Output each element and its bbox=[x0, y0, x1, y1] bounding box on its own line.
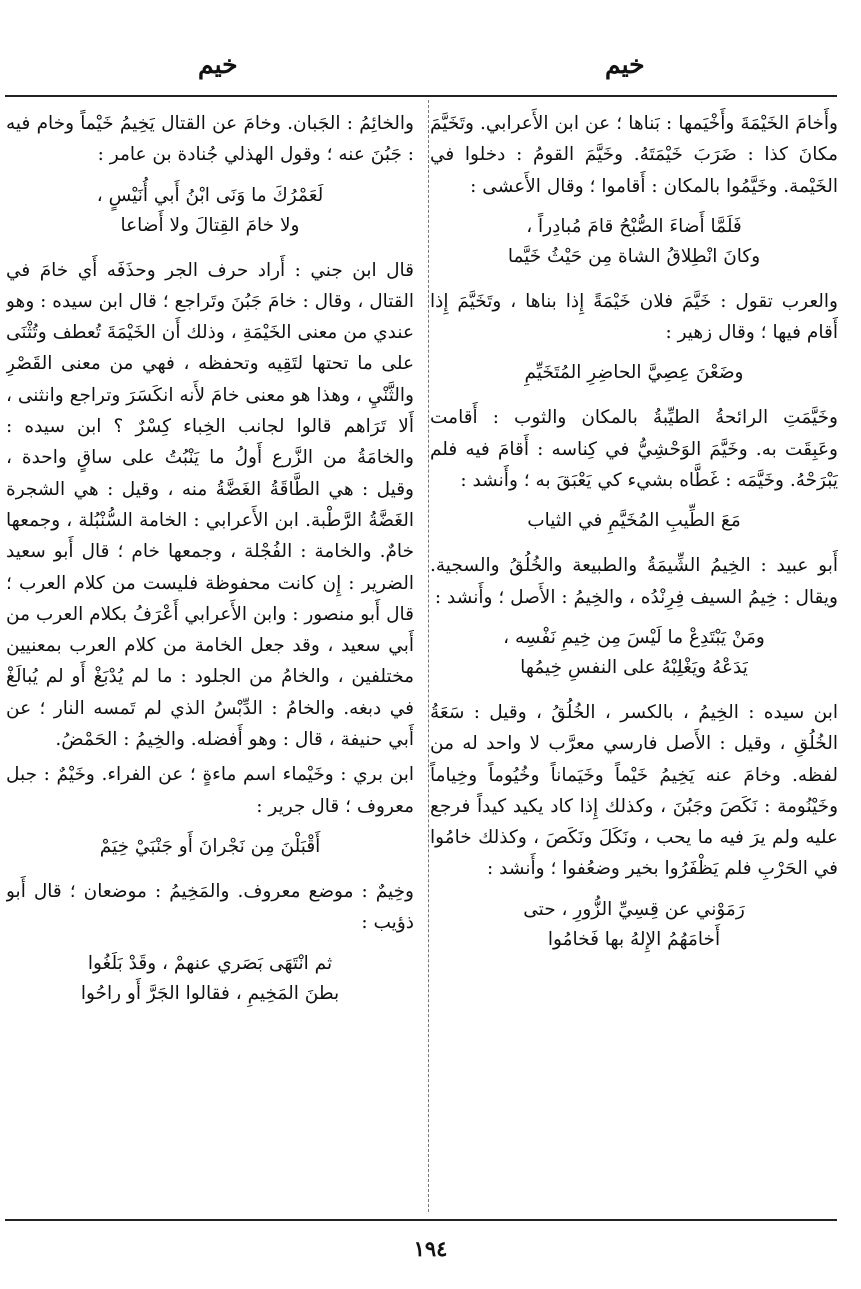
verse bbox=[430, 506, 838, 536]
left-column bbox=[6, 108, 414, 1208]
verse-line: ثم انْتَهَى بَصَري عنهمْ ، وقَدْ بَلَغُوا bbox=[87, 952, 333, 974]
entry-paragraph: وخَيَّمَتِ الرائحةُ الطيِّبةُ بالمكان والثوب : أَقامت وعَبِقَت به. وخَيَّمَ الوَحْشِيُّ في كِناسه : أَقامَ فيه فلم يَبْرَحْهُ. وخَيَّمَه : غَطَّاه بشيء كي يَعْبَقَ به ؛ وأَنشد : bbox=[430, 407, 838, 492]
verse-line: يَدَعْهُ ويَغْلِبْهُ على النفسِ خِيمُها bbox=[520, 656, 748, 678]
verse bbox=[430, 623, 838, 683]
verse-line: أَخامَهُمُ الإِلهُ بها فَخامُوا bbox=[547, 928, 721, 950]
entry-paragraph: والخائِمُ : الجَبان. وخامَ عن القتال يَخِيمُ خَيْماً وخام فيه : جَبُنَ عنه ؛ وقول الهذلي جُنادة بن عامر : bbox=[6, 113, 414, 166]
verse bbox=[430, 358, 838, 388]
entry-paragraph: قال ابن جني : أَراد حرف الجر وحذَفَه أَي خامَ في القتال ، وقال : خامَ جَبُنَ وتَراجع ؛ قال ابن سيده : وهو عندي من معنى الخَيْمَةِ ، وذلك أَن الخَيْمَةَ تُعطف وتُثْنَى على ما تحتها لتَقِيه وتحفظه ، فهي من معنى القَصْرِ والثَّنْيِ ، وهذا هو معنى خامَ لأَنه انكَسَرَ وتراجع وانثنى ، أَلا تَرَاهم قالوا لجانب الخِباء كِسْرٌ ؟ ابن سيده : والخامَةُ من الزَّرع أَولُ ما يَنْبُتُ على ساقٍ واحدة ، وقيل : هي الطَّاقَةُ الغَضَّةُ منه ، وقيل : هي الشجرة الغَضَّةُ الرَّطْبة. ابن الأَعرابي : الخامة السُّنْبُلة ، وجمعها خامٌ. والخامة : الفُجْلة ، وجمعها خام ؛ قال أَبو سعيد الضرير : إِن كانت محفوظة فليست من كلام العرب ؛ قال أَبو منصور : وابن الأَعرابي أَعْرَفُ بكلام العرب من أَبي سعيد ، وقد جعل الخامة من كلام العرب بمعنيين مختلفين ، والخامُ من الجلود : ما لم يُدْبَغْ أَو لم يُبالَغْ في دبغه. والخامُ : الدِّبْسُ الذي لم تَمسه النار ؛ عن أَبي حنيفة ، قال : وهو أَفضله. والخِيمُ : الحَمْضُ. bbox=[6, 259, 414, 751]
entry-paragraph: ابن بري : وخَيْماء اسم ماءةٍ ؛ عن الفراء. وخَيْمٌ : جبل معروف ؛ قال جرير : bbox=[6, 764, 414, 817]
entry-paragraph: ابن سيده : الخِيمُ ، بالكسر ، الخُلُقُ ، وقيل : سَعَةُ الخُلُقِ ، وقيل : الأَصل فارسي معرَّب لا واحد له من لفظه. وخامَ عنه يَخِيمُ خَيْماً وخَيَماناً وخُيُوماً وخِياماً وخَيْنُومة : نَكَصَ وجَبُنَ ، وكذلك إِذا كاد يكيد كيداً فرجع عليه ولم يرَ فيه ما يحب ، ونَكَلَ ونَكَصَ ، وكذلك خامُوا في الحَرْبِ فلم يَظْفَرُوا بخير وضعُفوا ؛ وأَنشد : bbox=[430, 701, 838, 880]
verse-line: فَلَمَّا أَضاءَ الصُّبْحُ قامَ مُبادِراً ، bbox=[526, 215, 742, 237]
top-rule bbox=[5, 95, 837, 97]
verse-line: أَقْبَلْنَ مِن نَجْرانَ أَو جَنْبَيْ خِيَمْ bbox=[99, 835, 321, 857]
page-number: ١٩٤ bbox=[413, 1236, 448, 1261]
verse-line: ولا خامَ القِتالَ ولا أَضاعا bbox=[120, 214, 300, 236]
verse bbox=[430, 212, 838, 272]
verse bbox=[6, 181, 414, 241]
right-column bbox=[430, 108, 838, 1208]
entry-paragraph: وخِيمٌ : موضع معروف. والمَخِيمُ : موضعان ؛ قال أَبو ذؤيب : bbox=[6, 880, 414, 934]
verse-line: ومَنْ يَبْتَدِعْ ما لَيْسَ مِن خِيمِ نَفْسِه ، bbox=[503, 626, 765, 648]
verse-line: رَمَوْني عن قِسِيِّ الزُّورِ ، حتى bbox=[523, 898, 745, 920]
running-head-left: خيم bbox=[198, 50, 238, 79]
entry-paragraph: أَبو عبيد : الخِيمُ الشِّيمَةُ والطبيعة والخُلُقُ والسجية. ويقال : خِيمُ السيف فِرِنْدُه ، والخِيمُ : الأَصل ؛ وأَنشد : bbox=[430, 555, 838, 608]
verse bbox=[430, 895, 838, 955]
entry-paragraph: والعرب تقول : خَيَّمَ فلان خَيْمَةً إِذا بناها ، وتَخَيَّمَ إِذا أَقام فيها ؛ وقال زهير : bbox=[430, 290, 838, 344]
verse-line: وكانَ انْطِلاقُ الشاة مِن حَيْثُ خَيَّما bbox=[507, 245, 761, 267]
verse-line: مَعَ الطِّيبِ المُخَيَّمِ في الثياب bbox=[527, 510, 741, 532]
verse bbox=[6, 832, 414, 862]
entry-paragraph: وأَخامَ الخَيْمَةَ وأَخْيَمها : بَناها ؛ عن ابن الأَعرابي. وتَخَيَّمَ مكانَ كذا : ضَرَبَ خَيْمَتَهُ. وخَيَّمَ القومُ : دخلوا في الخَيْمة. وخَيَّمُوا بالمكان : أَقاموا ؛ وقال الأَعشى : bbox=[430, 113, 838, 197]
bottom-rule bbox=[5, 1219, 837, 1221]
running-head-right: خيم bbox=[605, 50, 645, 79]
verse-line: لَعَمْرُكَ ما وَنَى ابْنُ أَبي أُنَيْسٍ ، bbox=[96, 184, 324, 206]
verse bbox=[6, 949, 414, 1009]
verse-line: بطنَ المَخِيمِ ، فقالوا الجَرَّ أَو راحُوا bbox=[80, 982, 340, 1004]
column-divider bbox=[428, 100, 429, 1212]
verse-line: وضَعْنَ عِصِيَّ الحاضِرِ المُتَخَيِّمِ bbox=[524, 362, 744, 384]
